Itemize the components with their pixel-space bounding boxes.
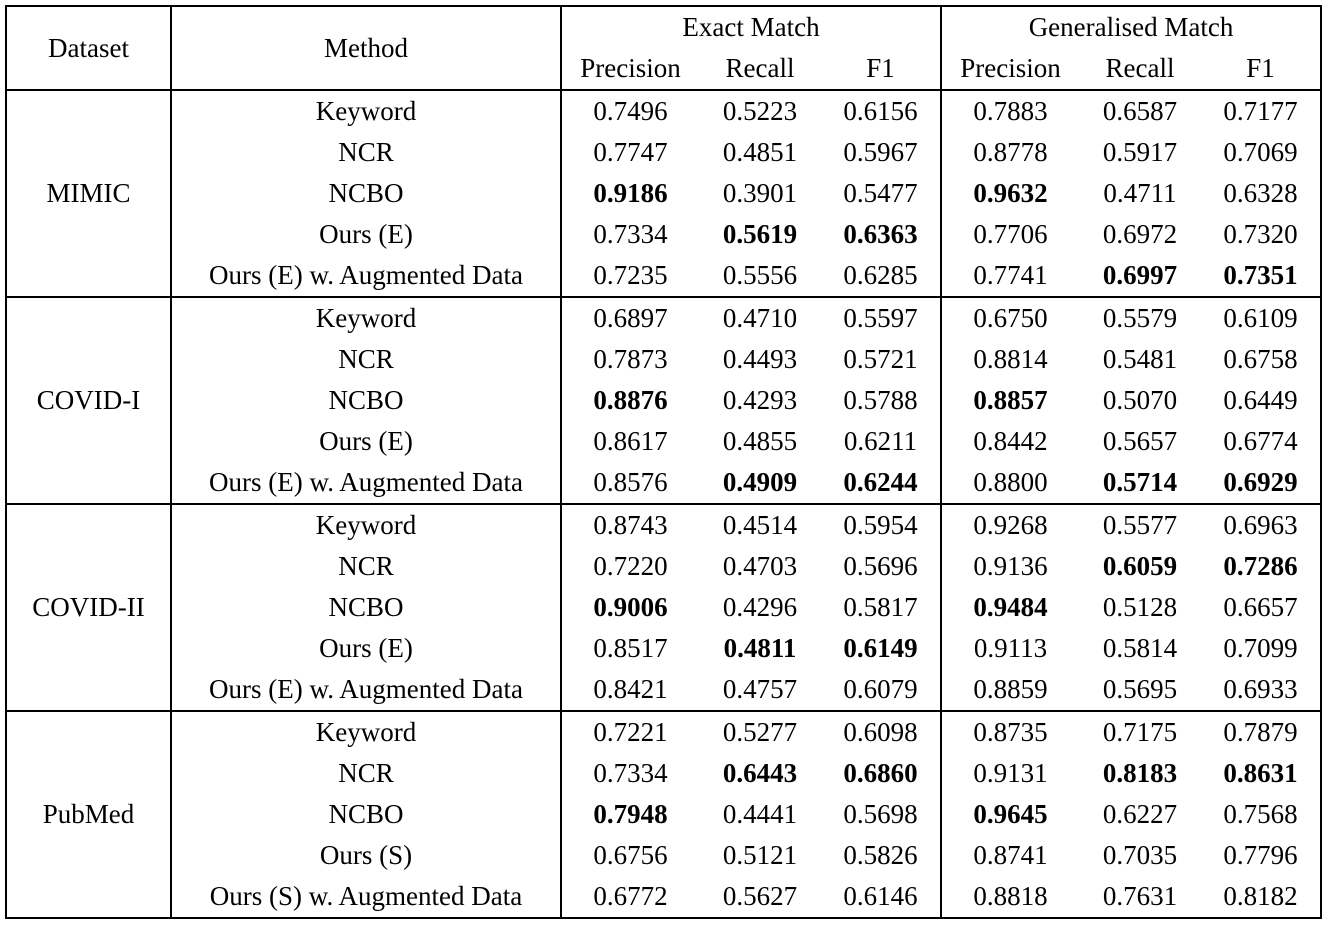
metric-cell: 0.5817 <box>843 592 918 622</box>
method-cell: NCR <box>171 132 561 173</box>
metric-cell: 0.7177 <box>1201 90 1321 132</box>
col-header-method: Method <box>171 6 561 90</box>
metric-cell: 0.8182 <box>1223 881 1298 911</box>
metric-cell: 0.8735 <box>941 711 1079 753</box>
method-cell: Keyword <box>171 90 561 132</box>
table-row <box>6 587 1321 628</box>
metric-cell: 0.9186 <box>561 173 699 214</box>
metric-cell: 0.7948 <box>561 794 699 835</box>
metric-cell: 0.8576 <box>561 462 699 504</box>
metric-cell: 0.7221 <box>561 711 699 753</box>
metric-cell: 0.6109 <box>1201 297 1321 339</box>
metric-cell: 0.8517 <box>561 628 699 669</box>
col-header-gm-f1: F1 <box>1201 48 1321 90</box>
metric-cell: 0.7235 <box>561 255 699 297</box>
metric-cell: 0.6227 <box>1102 799 1178 829</box>
metric-cell: 0.6997 <box>1102 260 1178 290</box>
metric-cell: 0.7879 <box>1201 711 1321 753</box>
metric-cell: 0.7496 <box>561 90 699 132</box>
metric-cell: 0.8743 <box>561 504 699 546</box>
metric-cell: 0.5826 <box>843 840 918 870</box>
metric-cell: 0.4909 <box>722 467 798 497</box>
metric-cell: 0.7334 <box>561 214 699 255</box>
metric-cell: 0.4703 <box>722 551 798 581</box>
metric-cell: 0.6149 <box>843 633 918 663</box>
metric-cell: 0.9645 <box>941 794 1079 835</box>
metric-cell: 0.8859 <box>941 669 1079 711</box>
metric-cell: 0.5967 <box>843 137 918 167</box>
table-row <box>6 380 1321 421</box>
metric-cell: 0.7220 <box>561 546 699 587</box>
table-row <box>6 297 1321 339</box>
table-row <box>6 876 1321 918</box>
metric-cell: 0.6146 <box>843 881 918 911</box>
table-row <box>6 628 1321 669</box>
table-row <box>6 711 1321 753</box>
metric-cell: 0.5657 <box>1102 426 1178 456</box>
metric-cell: 0.9006 <box>561 587 699 628</box>
table-row <box>6 753 1321 794</box>
col-header-em-recall: Recall <box>699 48 821 90</box>
metric-cell: 0.6059 <box>1102 551 1178 581</box>
metric-cell: 0.5121 <box>722 840 798 870</box>
method-cell: NCR <box>171 339 561 380</box>
metric-cell: 0.5481 <box>1102 344 1178 374</box>
metric-cell: 0.9268 <box>941 504 1079 546</box>
metric-cell: 0.6285 <box>843 260 918 290</box>
metric-cell: 0.6211 <box>843 426 918 456</box>
metric-cell: 0.8421 <box>561 669 699 711</box>
metric-cell: 0.7568 <box>1223 799 1298 829</box>
metric-cell: 0.4811 <box>723 633 797 663</box>
metric-cell: 0.7286 <box>1223 551 1298 581</box>
metric-cell: 0.6657 <box>1223 592 1298 622</box>
metric-cell: 0.5477 <box>843 178 918 208</box>
metric-cell: 0.6756 <box>561 835 699 876</box>
metric-cell: 0.5954 <box>821 504 941 546</box>
metric-cell: 0.5277 <box>699 711 821 753</box>
dataset-cell: PubMed <box>6 711 171 918</box>
table-row <box>6 421 1321 462</box>
metric-cell: 0.6774 <box>1223 426 1298 456</box>
metric-cell: 0.6929 <box>1223 467 1298 497</box>
metric-cell: 0.5579 <box>1079 297 1201 339</box>
metric-cell: 0.7741 <box>941 255 1079 297</box>
metric-cell: 0.4851 <box>722 137 798 167</box>
metric-cell: 0.8741 <box>941 835 1079 876</box>
metric-cell: 0.6443 <box>722 758 798 788</box>
metric-cell: 0.9136 <box>941 546 1079 587</box>
table-row <box>6 173 1321 214</box>
metric-cell: 0.7099 <box>1223 633 1298 663</box>
col-header-dataset: Dataset <box>6 6 171 90</box>
table-row <box>6 504 1321 546</box>
table-header <box>6 6 1321 90</box>
table-row <box>6 669 1321 711</box>
dataset-cell: MIMIC <box>6 90 171 297</box>
method-cell: Keyword <box>171 297 561 339</box>
metric-cell: 0.6758 <box>1223 344 1298 374</box>
metric-cell: 0.5223 <box>699 90 821 132</box>
col-group-exact-match: Exact Match <box>561 6 941 48</box>
metric-cell: 0.4710 <box>699 297 821 339</box>
method-cell: Ours (E) w. Augmented Data <box>171 255 561 297</box>
results-table <box>5 5 1322 919</box>
method-cell: Ours (E) <box>171 214 561 255</box>
metric-cell: 0.5070 <box>1102 385 1178 415</box>
metric-cell: 0.7747 <box>561 132 699 173</box>
method-cell: Ours (S) <box>171 835 561 876</box>
table-row <box>6 90 1321 132</box>
metric-cell: 0.4711 <box>1103 178 1177 208</box>
metric-cell: 0.4296 <box>722 592 798 622</box>
col-group-generalised-match: Generalised Match <box>941 6 1321 48</box>
method-cell: Ours (E) <box>171 421 561 462</box>
header-group-row <box>6 6 1321 48</box>
metric-cell: 0.7883 <box>941 90 1079 132</box>
method-cell: Ours (E) w. Augmented Data <box>171 462 561 504</box>
metric-cell: 0.5814 <box>1102 633 1178 663</box>
table-row <box>6 255 1321 297</box>
metric-cell: 0.9632 <box>941 173 1079 214</box>
metric-cell: 0.7796 <box>1223 840 1298 870</box>
metric-cell: 0.6772 <box>561 876 699 918</box>
metric-cell: 0.8876 <box>561 380 699 421</box>
metric-cell: 0.4855 <box>722 426 798 456</box>
dataset-cell: COVID-II <box>6 504 171 711</box>
metric-cell: 0.5556 <box>722 260 798 290</box>
metric-cell: 0.6750 <box>941 297 1079 339</box>
table-row <box>6 794 1321 835</box>
metric-cell: 0.6587 <box>1079 90 1201 132</box>
metric-cell: 0.5721 <box>843 344 918 374</box>
metric-cell: 0.8442 <box>941 421 1079 462</box>
metric-cell: 0.8814 <box>941 339 1079 380</box>
metric-cell: 0.8617 <box>561 421 699 462</box>
metric-cell: 0.5695 <box>1102 674 1178 704</box>
metric-cell: 0.7873 <box>561 339 699 380</box>
metric-cell: 0.6963 <box>1201 504 1321 546</box>
table-row <box>6 214 1321 255</box>
metric-cell: 0.5788 <box>843 385 918 415</box>
metric-cell: 0.6328 <box>1223 178 1298 208</box>
method-cell: Ours (S) w. Augmented Data <box>171 876 561 918</box>
metric-cell: 0.7069 <box>1223 137 1298 167</box>
metric-cell: 0.5128 <box>1102 592 1178 622</box>
table-row <box>6 132 1321 173</box>
method-cell: Keyword <box>171 711 561 753</box>
metric-cell: 0.9484 <box>941 587 1079 628</box>
col-header-gm-recall: Recall <box>1079 48 1201 90</box>
method-cell: NCR <box>171 753 561 794</box>
metric-cell: 0.7035 <box>1102 840 1178 870</box>
method-cell: Ours (E) <box>171 628 561 669</box>
metric-cell: 0.6098 <box>821 711 941 753</box>
metric-cell: 0.6156 <box>821 90 941 132</box>
metric-cell: 0.5698 <box>843 799 918 829</box>
method-cell: Keyword <box>171 504 561 546</box>
method-cell: NCBO <box>171 380 561 421</box>
table-row <box>6 462 1321 504</box>
table-row <box>6 546 1321 587</box>
metric-cell: 0.7334 <box>561 753 699 794</box>
col-header-em-f1: F1 <box>821 48 941 90</box>
method-cell: NCBO <box>171 587 561 628</box>
metric-cell: 0.6972 <box>1102 219 1178 249</box>
metric-cell: 0.4757 <box>722 674 798 704</box>
metric-cell: 0.3901 <box>722 178 798 208</box>
metric-cell: 0.8857 <box>941 380 1079 421</box>
col-header-em-precision: Precision <box>561 48 699 90</box>
metric-cell: 0.5917 <box>1102 137 1178 167</box>
metric-cell: 0.9113 <box>941 628 1079 669</box>
metric-cell: 0.9131 <box>941 753 1079 794</box>
metric-cell: 0.8778 <box>941 132 1079 173</box>
metric-cell: 0.5714 <box>1102 467 1178 497</box>
metric-cell: 0.5597 <box>821 297 941 339</box>
metric-cell: 0.5577 <box>1079 504 1201 546</box>
metric-cell: 0.4514 <box>699 504 821 546</box>
metric-cell: 0.6860 <box>843 758 918 788</box>
metric-cell: 0.8183 <box>1102 758 1178 788</box>
method-cell: NCR <box>171 546 561 587</box>
table-row <box>6 339 1321 380</box>
method-cell: NCBO <box>171 794 561 835</box>
table-row <box>6 835 1321 876</box>
metric-cell: 0.6933 <box>1223 674 1298 704</box>
metric-cell: 0.4493 <box>722 344 798 374</box>
method-cell: NCBO <box>171 173 561 214</box>
metric-cell: 0.6079 <box>843 674 918 704</box>
metric-cell: 0.8818 <box>941 876 1079 918</box>
metric-cell: 0.8631 <box>1223 758 1298 788</box>
metric-cell: 0.8800 <box>941 462 1079 504</box>
method-cell: Ours (E) w. Augmented Data <box>171 669 561 711</box>
dataset-cell: COVID-I <box>6 297 171 504</box>
metric-cell: 0.7631 <box>1102 881 1178 911</box>
metric-cell: 0.6363 <box>843 219 918 249</box>
metric-cell: 0.4293 <box>722 385 798 415</box>
metric-cell: 0.6897 <box>561 297 699 339</box>
metric-cell: 0.7320 <box>1223 219 1298 249</box>
metric-cell: 0.5627 <box>722 881 798 911</box>
table-body <box>6 90 1321 918</box>
metric-cell: 0.7175 <box>1079 711 1201 753</box>
metric-cell: 0.7351 <box>1223 260 1298 290</box>
metric-cell: 0.6244 <box>843 467 918 497</box>
col-header-gm-precision: Precision <box>941 48 1079 90</box>
metric-cell: 0.6449 <box>1223 385 1298 415</box>
metric-cell: 0.4441 <box>722 799 798 829</box>
metric-cell: 0.5696 <box>843 551 918 581</box>
metric-cell: 0.7706 <box>941 214 1079 255</box>
metric-cell: 0.5619 <box>722 219 798 249</box>
